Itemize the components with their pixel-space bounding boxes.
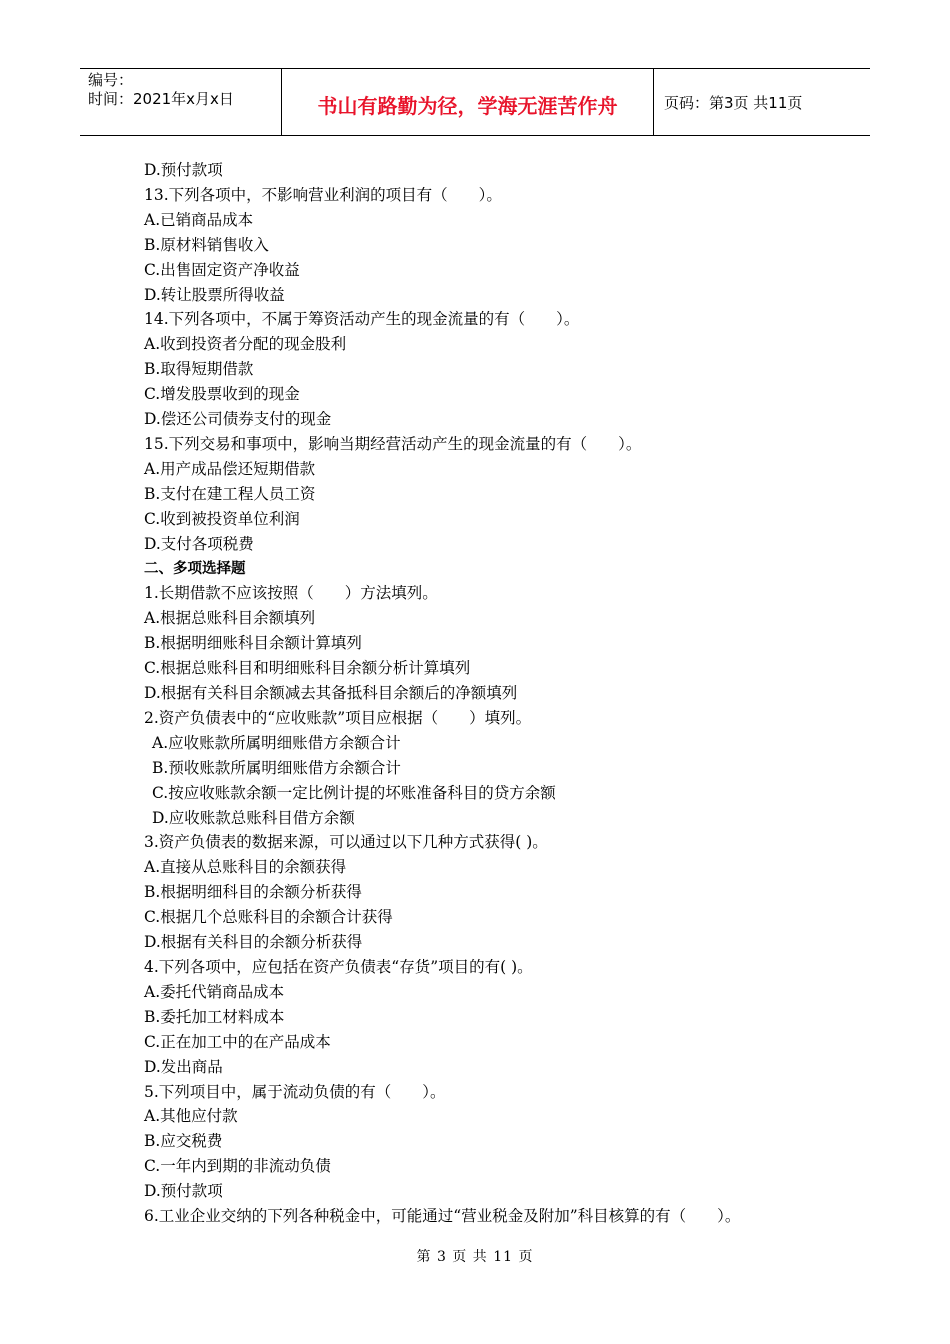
text-line: 3.资产负债表的数据来源，可以通过以下几种方式获得( )。 bbox=[144, 833, 548, 852]
text-line: B.委托加工材料成本 bbox=[144, 1007, 285, 1026]
text-line: B.原材料销售收入 bbox=[144, 235, 269, 254]
text-line: A.应收账款所属明细账借方余额合计 bbox=[152, 733, 401, 752]
text-line: D.发出商品 bbox=[144, 1057, 223, 1076]
text-line: 14.下列各项中，不属于筹资活动产生的现金流量的有（ ）。 bbox=[144, 310, 580, 329]
text-line: A.委托代销商品成本 bbox=[144, 982, 285, 1001]
header-motto: 书山有路勤为径，学海无涯苦作舟 bbox=[282, 69, 654, 135]
text-line: B.支付在建工程人员工资 bbox=[144, 484, 316, 503]
text-line: B.根据明细科目的余额分析获得 bbox=[144, 883, 362, 902]
text-line: C.增发股票收到的现金 bbox=[144, 385, 300, 404]
text-line: D.预付款项 bbox=[144, 1182, 223, 1201]
document-body bbox=[144, 158, 864, 1229]
text-line: B.预收账款所属明细账借方余额合计 bbox=[152, 758, 401, 777]
text-line: A.根据总账科目余额填列 bbox=[144, 609, 316, 628]
text-line: C.按应收账款余额一定比例计提的坏账准备科目的贷方余额 bbox=[152, 783, 556, 802]
text-line: D.预付款项 bbox=[144, 161, 223, 179]
text-line: 1.长期借款不应该按照（ ）方法填列。 bbox=[144, 584, 438, 603]
text-line: 5.下列项目中，属于流动负债的有（ ）。 bbox=[144, 1082, 446, 1101]
text-line: A.用产成品偿还短期借款 bbox=[144, 459, 316, 478]
text-line: 2.资产负债表中的“应收账款”项目应根据（ ）填列。 bbox=[144, 708, 532, 727]
text-line: 15.下列交易和事项中，影响当期经营活动产生的现金流量的有（ ）。 bbox=[144, 434, 642, 453]
page-footer: 第 3 页 共 11 页 bbox=[416, 1249, 534, 1265]
text-line: B.取得短期借款 bbox=[144, 360, 254, 379]
text-line: C.正在加工中的在产品成本 bbox=[144, 1032, 331, 1051]
text-line: C.根据几个总账科目的余额合计获得 bbox=[144, 908, 393, 927]
page-header bbox=[80, 68, 870, 136]
text-line: D.支付各项税费 bbox=[144, 534, 254, 553]
header-page-info: 页码：第3页 共11页 bbox=[664, 93, 803, 112]
text-line: A.已销商品成本 bbox=[144, 210, 254, 229]
text-line: C.根据总账科目和明细账科目余额分析计算填列 bbox=[144, 659, 471, 678]
header-meta bbox=[80, 69, 282, 135]
text-line: A.直接从总账科目的余额获得 bbox=[144, 858, 347, 877]
text-line: D.转让股票所得收益 bbox=[144, 285, 285, 304]
text-line: B.根据明细账科目余额计算填列 bbox=[144, 634, 362, 653]
text-line: C.出售固定资产净收益 bbox=[144, 260, 300, 279]
text-line: D.偿还公司债券支付的现金 bbox=[144, 410, 332, 429]
date-label: 时间：2021年x月x日 bbox=[88, 90, 234, 108]
text-line: 6.工业企业交纳的下列各种税金中，可能通过“营业税金及附加”科目核算的有（ ）。 bbox=[144, 1207, 741, 1226]
text-line: B.应交税费 bbox=[144, 1132, 223, 1151]
text-line: C.收到被投资单位利润 bbox=[144, 509, 300, 528]
text-line: 4.下列各项中，应包括在资产负债表“存货”项目的有( )。 bbox=[144, 958, 533, 976]
text-line: D.应收账款总账科目借方余额 bbox=[152, 808, 355, 827]
text-line: D.根据有关科目余额减去其备抵科目余额后的净额填列 bbox=[144, 684, 518, 703]
text-line: A.其他应付款 bbox=[144, 1107, 238, 1126]
text-line: A.收到投资者分配的现金股利 bbox=[144, 335, 347, 354]
text-line: D.根据有关科目的余额分析获得 bbox=[144, 933, 363, 952]
serial-label: 编号： bbox=[88, 71, 134, 89]
text-line: 13.下列各项中，不影响营业利润的项目有（ ）。 bbox=[144, 185, 502, 204]
section-heading: 二、多项选择题 bbox=[144, 560, 246, 577]
text-line: C.一年内到期的非流动负债 bbox=[144, 1157, 331, 1176]
